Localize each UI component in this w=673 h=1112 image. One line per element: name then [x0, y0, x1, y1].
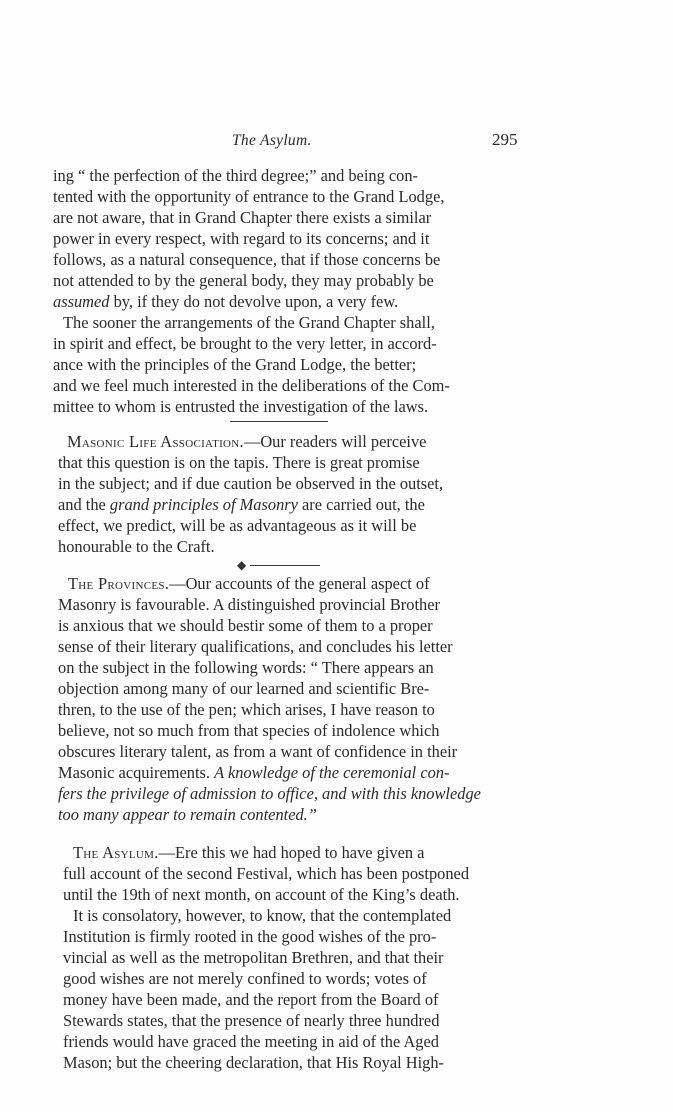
text-line: money have been made, and the report from the Board of [63, 990, 439, 1009]
text-line: that this question is on the tapis. There is great promise [58, 453, 420, 472]
text-line: Masonry is favourable. A distinguished provincial Brother [58, 595, 440, 614]
text-line: Masonic Life Association.—Our readers will perceive [67, 432, 427, 451]
text-line: and we feel much interested in the deliberations of the Com- [53, 376, 450, 395]
text-line: on the subject in the following words: “ There appears an [58, 658, 434, 677]
emphasis: assumed [53, 292, 110, 311]
running-title: The Asylum. [232, 132, 312, 149]
text-line: Masonic acquirements. A knowledge of the ceremonial con- [58, 763, 450, 782]
text-line: mittee to whom is entrusted the investigation of the laws. [53, 397, 429, 416]
text-line: in the subject; and if due caution be observed in the outset, [58, 474, 444, 493]
section-divider [230, 421, 328, 422]
text-line: are not aware, that in Grand Chapter there exists a similar [53, 208, 432, 227]
section-heading: The Provinces. [68, 574, 170, 593]
text-line: ing “ the perfection of the third degree;” and being con- [53, 166, 418, 185]
text-line: good wishes are not merely confined to words; votes of [63, 969, 427, 988]
text-line: and the grand principles of Masonry are carried out, the [58, 495, 425, 514]
text-line: effect, we predict, will be as advantageous as it will be [58, 516, 417, 535]
text-line: The Asylum.—Ere this we had hoped to have given a [73, 843, 425, 862]
text-line: sense of their literary qualifications, and concludes his letter [58, 637, 453, 656]
page-number: 295 [492, 130, 518, 149]
section-divider [250, 565, 320, 566]
text-line: is anxious that we should bestir some of them to a proper [58, 616, 433, 635]
text-line: thren, to the use of the pen; which arises, I have reason to [58, 700, 435, 719]
text-line: Stewards states, that the presence of nearly three hundred [63, 1011, 440, 1030]
text-line: follows, as a natural consequence, that if those concerns be [53, 250, 441, 269]
text-line: full account of the second Festival, which has been postponed [63, 864, 470, 883]
text-line: too many appear to remain contented.” [58, 805, 317, 824]
text-line: believe, not so much from that species of indolence which [58, 721, 440, 740]
text-line: not attended to by the general body, they may probably be [53, 271, 434, 290]
text-line: honourable to the Craft. [58, 537, 215, 556]
text-line: in spirit and effect, be brought to the very letter, in accord- [53, 334, 437, 353]
text-line: obscures literary talent, as from a want of confidence in their [58, 742, 458, 761]
section-heading: Masonic Life Association. [67, 432, 244, 451]
text-line: fers the privilege of admission to office, and with this knowledge [58, 784, 481, 803]
ink-blot-mark: ◆ [237, 558, 247, 572]
text-line: Mason; but the cheering declaration, that His Royal High- [63, 1053, 444, 1072]
text-line: objection among many of our learned and scientific Bre- [58, 679, 430, 698]
text-line: assumed by, if they do not devolve upon, a very few. [53, 292, 399, 311]
text-line: vincial as well as the metropolitan Brethren, and that their [63, 948, 444, 967]
text-line: The Provinces.—Our accounts of the general aspect of [68, 574, 430, 593]
emphasis: A knowledge of the ceremonial con- [214, 763, 450, 782]
text-line: Institution is firmly rooted in the good wishes of the pro- [63, 927, 437, 946]
text-line: ance with the principles of the Grand Lodge, the better; [53, 355, 417, 374]
text-line: power in every respect, with regard to its concerns; and it [53, 229, 430, 248]
emphasis: grand principles of Masonry [109, 495, 298, 514]
text-line: It is consolatory, however, to know, that the contemplated [73, 906, 452, 925]
section-heading: The Asylum. [73, 843, 159, 862]
text-line: until the 19th of next month, on account of the King’s death. [63, 885, 460, 904]
text-line: The sooner the arrangements of the Grand Chapter shall, [63, 313, 435, 332]
text-line: friends would have graced the meeting in aid of the Aged [63, 1032, 439, 1051]
text-line: tented with the opportunity of entrance to the Grand Lodge, [53, 187, 445, 206]
